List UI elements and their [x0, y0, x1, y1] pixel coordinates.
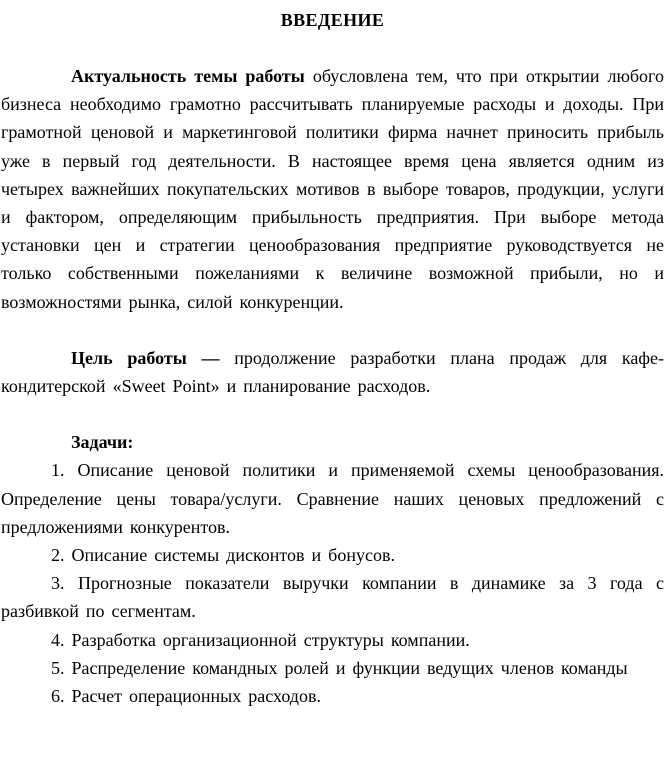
task-item-3: 3. Прогнозные показатели выручки компании в динамике за 3 года с разбивкой по сегментам.: [1, 573, 664, 622]
paragraph-relevance-body: обусловлена тем, что при открытии любого бизнеса необходимо грамотно рассчитывать планируемые расходы и доходы. При грамотной ценовой и маркетинговой политики фирма начнет приносить прибыль уже в первый год деятельности. В настоящее время цена является одним из четырех важнейших покупательских мотивов в выборе товаров, продукции, услуги и фактором, определяющим прибыльность предприятия. При выборе метода установки цен и стратегии ценообразования предприятие руководствуется не только собственными пожеланиями к величине возможной прибыли, но и возможностями рынка, силой конкуренции.: [1, 66, 664, 312]
tasks-heading: [1, 428, 664, 456]
paragraph-relevance: [1, 62, 664, 316]
tasks-heading-label: Задачи:: [71, 432, 134, 453]
task-item-4: 4. Разработка организационной структуры компании.: [51, 629, 470, 650]
task-item-6: 6. Расчет операционных расходов.: [51, 686, 321, 707]
paragraph-goal-body: продолжение разработки плана продаж для кафе-кондитерской «Sweet Point» и планирование расходов.: [1, 347, 664, 397]
paragraph-goal: [1, 344, 664, 400]
page-title: ВВЕДЕНИЕ: [280, 10, 385, 30]
paragraph-goal-lead: Цель работы —: [71, 347, 220, 368]
task-item-5: 5. Распределение командных ролей и функции ведущих членов команды: [51, 657, 628, 678]
task-item-1: 1. Описание ценовой политики и применяемой схемы ценообразования. Определение цены товара/услуги. Сравнение наших ценовых предложений с предложениями конкурентов.: [1, 460, 664, 537]
task-item-2: 2. Описание системы дисконтов и бонусов.: [51, 545, 395, 566]
paragraph-relevance-lead: Актуальность темы работы: [71, 66, 305, 86]
